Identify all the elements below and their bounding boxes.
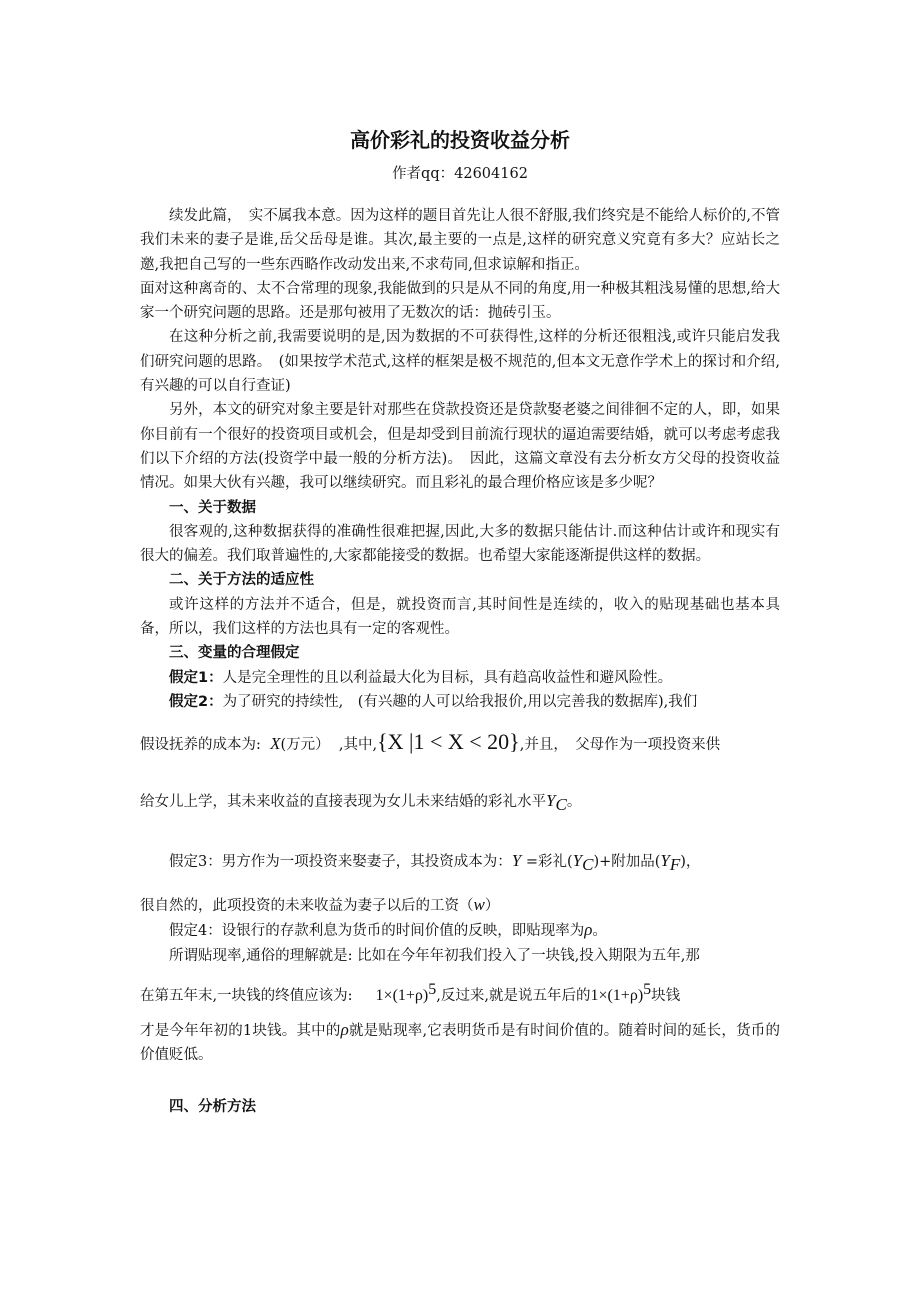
wage-text: 很自然的，此项投资的未来收益为妻子以后的工资（ <box>140 898 474 915</box>
assumption-2-tail: ,并且， 父母作为一项投资来供 <box>519 737 721 754</box>
intro-paragraph-4: 另外，本文的研究对象主要是针对那些在贷款投资还是贷款娶老婆之间徘徊不定的人，即，如果你目前有一个很好的投资项目或机会，但是却受到目前流行现状的逼迫需要结婚，就可以考虑考虑我们以下介绍的方法(投资学中最一般的分析方法)。 因此，这篇文章没有去分析女方父母的投资收益情况。如果大伙有兴趣，我可以继续研究。而且彩礼的最合理价格应该是多少呢？ <box>140 402 780 492</box>
assumption-3-line-1: 假定3：男方作为一项投资来娶妻子，其投资成本为：Y =彩礼$(Y_C)+$附加品$(Y_F)$， <box>169 851 701 875</box>
sub-f: F <box>669 855 681 875</box>
section-2-heading: 二、关于方法的适应性 <box>169 572 314 589</box>
var-rho: ρ <box>584 920 593 940</box>
assumption-3-line-2 <box>140 893 780 918</box>
discount-explain-tail: 就是贴现率,它表明货币是有时间价值的。随着时间的延长，货币的价值贬低。 <box>140 1022 780 1064</box>
var-w: w <box>473 895 485 915</box>
discount-line-2 <box>140 968 780 1018</box>
assumption-2-line-1 <box>140 690 780 714</box>
assumption-4 <box>140 918 780 943</box>
sub-c-2: C <box>582 855 594 875</box>
section-2-text: 或许这样的方法并不适合，但是，就投资而言,其时间性是连续的，收入的贴现基础也基本具备，所以，我们这样的方法也具有一定的客观性。 <box>140 596 780 638</box>
formula-future-value-2: 1×(1+ρ) <box>590 986 644 1004</box>
section-1-heading: 一、关于数据 <box>169 499 256 516</box>
var-y-total: Y <box>511 851 522 871</box>
wage-close: ） <box>484 898 500 915</box>
section-3-heading: 三、变量的合理假定 <box>169 645 300 662</box>
discount-money-text: 块钱 <box>651 987 681 1004</box>
var-rho-2: ρ <box>340 1019 349 1039</box>
section-1-text: 很客观的,这种数据获得的准确性很难把握,因此,大多的数据只能估计.而这种估计或许和现实有很大的偏差。我们取普遍性的,大家都能接受的数据。也希望大家能逐渐提供这样的数据。 <box>140 523 780 565</box>
document-body <box>140 204 780 1120</box>
assumption-4-text: 假定4：设银行的存款利息为货币的时间价值的反映，即贴现率为 <box>169 923 585 940</box>
assumption-2-label: 假定2： <box>169 693 223 710</box>
discount-reverse-text: ,反过来,就是说五年后的 <box>436 987 591 1004</box>
formula-exponent-2: 5 <box>643 980 652 998</box>
intro-paragraph-2: 面对这种离奇的、太不合常理的现象,我能做到的只是从不同的角度,用一种极其粗浅易懂的思想,给大家一个研究问题的思路。还是那句被用了无数次的话：抛砖引玉。 <box>140 280 780 322</box>
unit-text: (万元） <box>280 737 330 754</box>
where-text: ,其中, <box>338 737 378 754</box>
sub-c: C <box>555 795 567 815</box>
assumption-3-tail: )， <box>680 854 701 871</box>
assumption-2-return-text: 给女儿上学，其未来收益的直接表现为女儿未来结婚的彩礼水平 <box>140 794 546 811</box>
var-x: X <box>270 734 281 754</box>
author-line: 作者qq：42604162 <box>392 166 528 182</box>
assumption-2-text: 为了研究的持续性, (有兴趣的人可以给我报价,用以完善我的数据库),我们 <box>222 693 698 710</box>
formula-exponent: 5 <box>428 980 437 998</box>
assumption-1 <box>140 666 780 690</box>
assumption-1-text: 人是完全理性的且以利益最大化为目标，具有趋高收益性和避风险性。 <box>222 669 673 686</box>
discount-line-3 <box>140 1018 780 1068</box>
assumption-2-line-2 <box>140 714 780 773</box>
document-title: 高价彩礼的投资收益分析 <box>350 128 570 152</box>
discount-line-1: 所谓贴现率,通俗的理解就是: 比如在今年年初我们投入了一块钱,投入期限为五年,那 <box>169 947 700 964</box>
set-formula: {X |1 < X < 20} <box>377 729 520 755</box>
assumption-3-text: 假定3：男方作为一项投资来娶妻子，其投资成本为： <box>169 854 512 871</box>
assumption-2-line-3: 给女儿上学，其未来收益的直接表现为女儿未来结婚的彩礼水平$Y_C$。 <box>140 791 582 815</box>
assumption-4-tail: 。 <box>592 923 607 940</box>
discount-future-text: 在第五年末,一块钱的终值应该为: <box>140 987 353 1004</box>
formula-future-value: 1×(1+ρ) <box>375 986 429 1004</box>
section-4-heading: 四、分析方法 <box>169 1099 256 1116</box>
intro-paragraph-1: 续发此篇， 实不属我本意。因为这样的题目首先让人很不舒服,我们终究是不能给人标价的,不管我们未来的妻子是谁,岳父岳母是谁。其次,最主要的一点是,这样的研究意义究竟有多大？应站长之邀,我把自己写的一些东西略作改动发出来,不求苟同,但求谅解和指正。 <box>140 208 780 273</box>
assumption-2-cost-text: 假设抚养的成本为: <box>140 737 261 754</box>
discount-explain-text: 才是今年年初的1块钱。其中的 <box>140 1022 341 1039</box>
extras-text: )+附加品( <box>593 854 661 871</box>
intro-paragraph-3: 在这种分析之前,我需要说明的是,因为数据的不可获得性,这样的分析还很粗浅,或许只能启发我们研究问题的思路。 (如果按学术范式,这样的框架是极不规范的,但本文无意作学术上的探讨和介绍,有兴趣的可以自行查证) <box>140 329 780 395</box>
brideprice-text: =彩礼( <box>525 854 573 871</box>
assumption-1-label: 假定1： <box>169 669 223 686</box>
var-y: Y <box>546 791 556 811</box>
